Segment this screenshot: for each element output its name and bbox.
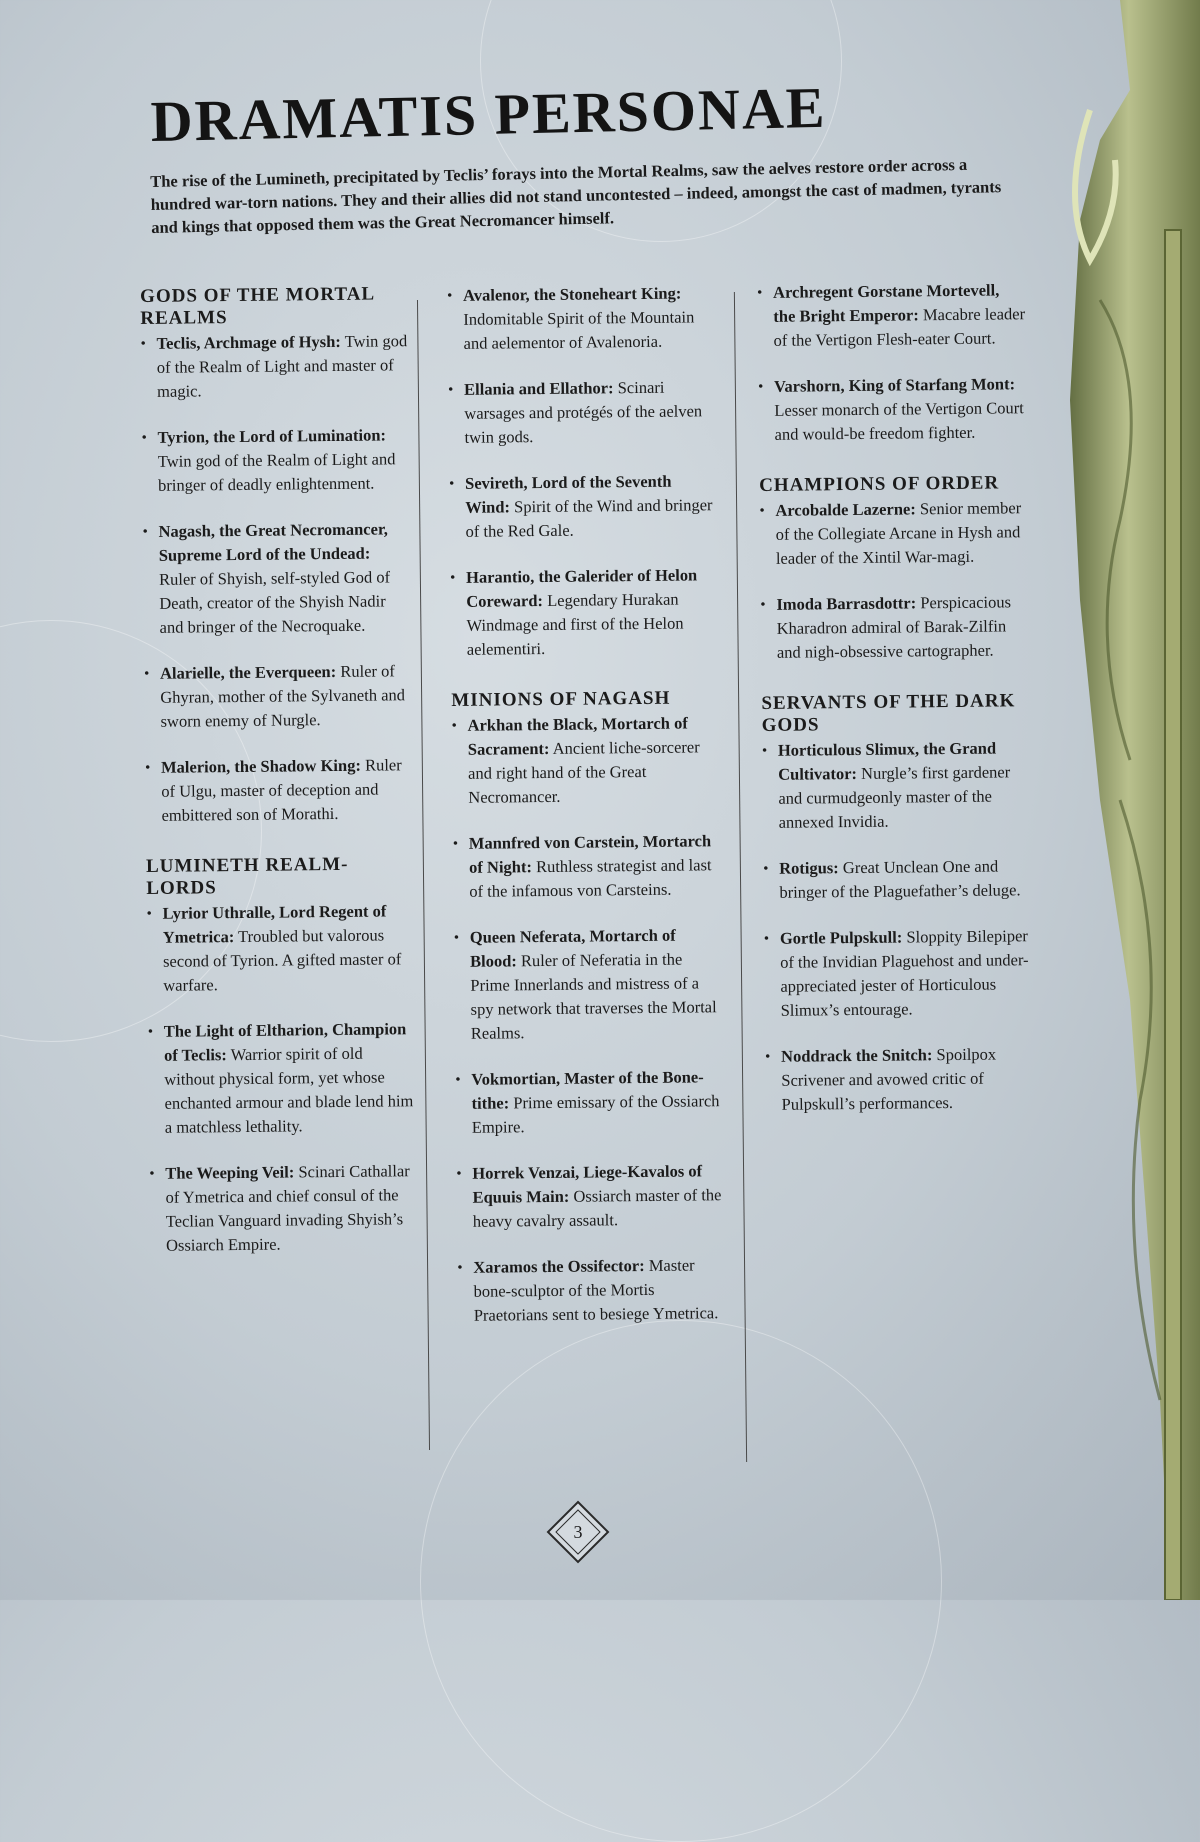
section-title: CHAMPIONS OF ORDER — [759, 472, 1000, 496]
section — [447, 281, 719, 662]
character-entry — [149, 1159, 418, 1258]
character-description: Ossiarch master of the heavy cavalry assault. — [472, 1185, 722, 1231]
character-description: Ruthless strategist and last of the infamous von Carsteins. — [469, 855, 712, 901]
character-name: Horticulous Slimux, the Grand Cultivator: — [777, 738, 997, 784]
character-entry — [762, 736, 1031, 835]
character-entry — [447, 281, 716, 356]
character-entry — [757, 278, 1026, 353]
character-name: The Weeping Veil: — [165, 1162, 295, 1183]
character-list — [762, 736, 1034, 1117]
section — [759, 472, 1029, 665]
character-description: Spirit of the Wind and bringer of the Red Gale. — [465, 495, 713, 541]
character-name: Tyrion, the Lord of Lumination: — [157, 425, 387, 447]
character-description: Ruler of Neferatia in the Prime Innerlands and mistress of a spy network that traverses the Mortal Realms. — [470, 949, 717, 1043]
character-description: Ruler of Shyish, self-styled God of Death, creator of the Shyish Nadir and bringer of the Necroquake. — [158, 567, 391, 637]
page-number-badge — [546, 1500, 610, 1564]
character-description: Warrior spirit of old without physical form, yet whose enchanted armour and blade lend him a matchless lethality. — [164, 1043, 414, 1137]
character-entry — [759, 496, 1028, 571]
character-entry — [764, 924, 1033, 1023]
character-name: Xaramos the Ossifector: — [473, 1255, 645, 1277]
character-description: Twin god of the Realm of Light and bringer of deadly enlightenment. — [157, 449, 396, 495]
character-entry — [148, 1017, 417, 1140]
character-description: Senior member of the Collegiate Arcane in Hysh and leader of the Xintil War-magi. — [775, 498, 1022, 568]
character-name: Arkhan the Black, Mortarch of Sacrament: — [467, 713, 688, 759]
character-name: Horrek Venzai, Liege-Kavalos of Equuis Main: — [472, 1161, 703, 1207]
page-title: DRAMATIS PERSONAE — [150, 74, 828, 154]
character-name: Avalenor, the Stoneheart King: — [463, 283, 682, 305]
character-name: Mannfred von Carstein, Mortarch of Night: — [468, 831, 712, 877]
character-entry — [457, 1253, 726, 1328]
character-name: Vokmortian, Master of the Bone-tithe: — [471, 1067, 704, 1113]
character-description: Ruler of Ghyran, mother of the Sylvaneth and sworn enemy of Nurgle. — [160, 661, 406, 731]
character-description: Scinari Cathallar of Ymetrica and chief consul of the Teclian Vanguard invading Shyish’s Ossiarch Empire. — [165, 1161, 410, 1255]
character-description: Twin god of the Realm of Light and master of magic. — [156, 331, 408, 401]
character-name: Rotigus: — [779, 858, 839, 878]
character-entry — [142, 517, 411, 640]
character-name: Archregent Gorstane Mortevell, the Bright Emperor: — [773, 280, 1000, 326]
character-entry — [455, 1065, 724, 1140]
character-entry — [141, 423, 410, 498]
character-name: Gortle Pulpskull: — [779, 927, 903, 948]
character-description: Master bone-sculptor of the Mortis Praetorians sent to besiege Ymetrica. — [473, 1255, 719, 1325]
character-entry — [760, 590, 1029, 665]
character-description: Ruler of Ulgu, master of deception and embittered son of Morathi. — [161, 755, 402, 825]
character-description: Macabre leader of the Vertigon Flesh-eater Court. — [773, 304, 1026, 350]
page-number: 3 — [573, 1522, 583, 1542]
character-name: Ellania and Ellathor: — [464, 378, 614, 399]
character-entry — [450, 563, 719, 662]
character-list — [759, 496, 1029, 665]
section — [757, 278, 1027, 447]
character-name: Malerion, the Shadow King: — [160, 755, 361, 777]
section — [146, 853, 418, 1258]
character-list — [140, 329, 413, 828]
character-description: Great Unclean One and bringer of the Plaguefather’s deluge. — [779, 856, 1021, 902]
character-description: Spoilpox Scrivener and avowed critic of Pulpskull’s performances. — [781, 1044, 997, 1114]
character-description: Prime emissary of the Ossiarch Empire. — [471, 1091, 720, 1137]
character-entry — [454, 923, 723, 1046]
character-name: Sevireth, Lord of the Seventh Wind: — [464, 471, 672, 517]
background-rune-circle — [420, 1320, 942, 1842]
character-name: The Light of Eltharion, Champion of Teclis: — [163, 1019, 407, 1065]
character-list — [447, 281, 719, 662]
character-entry — [453, 829, 722, 904]
character-description: Troubled but valorous second of Tyrion. A gifted master of warfare. — [162, 925, 402, 995]
character-name: Lyrior Uthralle, Lord Regent of Ymetrica: — [162, 901, 387, 947]
character-list — [757, 278, 1027, 447]
character-description: Legendary Hurakan Windmage and first of the Helon aelementiri. — [466, 589, 684, 659]
aelf-statue-illustration — [1060, 0, 1200, 1600]
character-entry — [145, 753, 414, 828]
character-name: Harantio, the Galerider of Helon Coreward: — [465, 565, 698, 611]
character-entry — [452, 711, 721, 810]
column-1 — [140, 283, 418, 1286]
character-name: Alarielle, the Everqueen: — [159, 661, 337, 683]
character-entry — [765, 1042, 1034, 1117]
section-title: GODS OF THE MORTAL REALMS — [140, 283, 375, 329]
character-list — [452, 711, 726, 1328]
section — [451, 687, 726, 1328]
character-entry — [146, 899, 415, 998]
character-description: Scinari warsages and protégés of the aelven twin gods. — [464, 377, 703, 447]
character-name: Queen Neferata, Mortarch of Blood: — [469, 925, 676, 971]
character-entry — [456, 1159, 725, 1234]
character-list — [146, 899, 418, 1258]
character-description: Nurgle’s first gardener and curmudgeonly master of the annexed Invidia. — [778, 762, 1011, 832]
column-divider — [417, 300, 430, 1450]
character-entry — [449, 469, 718, 544]
character-entry — [144, 659, 413, 734]
section — [140, 283, 414, 828]
character-name: Teclis, Archmage of Hysh: — [156, 331, 341, 353]
character-description: Indomitable Spirit of the Mountain and aelementor of Avalenoria. — [463, 307, 695, 353]
column-divider — [734, 292, 747, 1462]
section-title: LUMINETH REALM-LORDS — [145, 853, 349, 899]
character-description: Ancient liche-sorcerer and right hand of the Great Necromancer. — [468, 737, 700, 807]
character-name: Noddrack the Snitch: — [781, 1045, 933, 1066]
character-description: Sloppity Bilepiper of the Invidian Plaguehost and under-appreciated jester of Horticulous Slimux’s entourage. — [780, 926, 1029, 1020]
character-entry — [448, 375, 717, 450]
character-name: Arcobalde Lazerne: — [775, 499, 916, 520]
intro-paragraph: The rise of the Lumineth, precipitated by Teclis’ forays into the Mortal Realms, saw the aelves restore order across a hundred war-torn nations. They and their allies did not stand uncontested – indeed, amongst the cast of madmen, tyrants and kings that opposed them was the Great Necromancer himself. — [150, 154, 1002, 237]
character-description: Lesser monarch of the Vertigon Court and would-be freedom fighter. — [774, 398, 1024, 444]
character-entry — [140, 329, 409, 404]
section — [761, 690, 1033, 1117]
column-2 — [447, 281, 726, 1356]
section-title: MINIONS OF NAGASH — [451, 687, 671, 711]
section-title: SERVANTS OF THE DARK GODS — [761, 690, 1016, 736]
character-description: Perspicacious Kharadron admiral of Barak-Zilfin and nigh-obsessive cartographer. — [776, 592, 1012, 662]
character-entry — [763, 854, 1031, 905]
column-3 — [757, 278, 1034, 1145]
character-entry — [758, 372, 1027, 447]
character-name: Imoda Barrasdottr: — [776, 593, 917, 614]
character-name: Varshorn, King of Starfang Mont: — [774, 374, 1016, 396]
character-name: Nagash, the Great Necromancer, Supreme Lord of the Undead: — [158, 519, 388, 565]
